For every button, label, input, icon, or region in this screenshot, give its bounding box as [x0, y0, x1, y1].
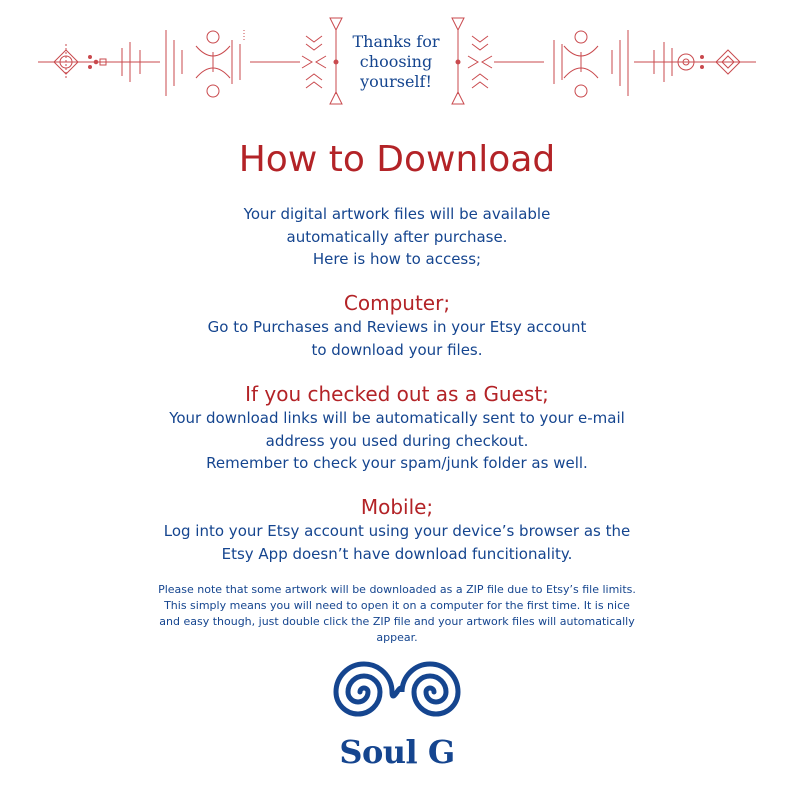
- section-heading: If you checked out as a Guest;: [245, 382, 549, 406]
- zip-file-note: [120, 582, 674, 646]
- section-mobile: [0, 494, 794, 565]
- decorative-header: [0, 0, 794, 120]
- note-line: Please note that some artwork will be downloaded as a ZIP file due to Etsy’s file limits.: [158, 583, 636, 596]
- intro-line: Your digital artwork files will be available: [243, 205, 551, 223]
- section-computer: [0, 290, 794, 361]
- thank-you-tagline: [338, 32, 454, 92]
- note-line: appear.: [376, 631, 418, 644]
- intro-text: [0, 203, 794, 271]
- page-title: How to Download: [238, 139, 556, 180]
- section-heading: Mobile;: [360, 495, 434, 519]
- section-heading: Computer;: [343, 291, 451, 315]
- note-line: This simply means you will need to open it on a computer for the first time. It is nice: [164, 599, 630, 612]
- brand-name: Soul G: [339, 733, 455, 771]
- section-line: to download your files.: [311, 340, 483, 359]
- section-line: Go to Purchases and Reviews in your Etsy account: [207, 318, 587, 336]
- tagline-line: choosing: [359, 52, 433, 71]
- intro-line: Here is how to access;: [312, 250, 482, 268]
- note-line: and easy though, just double click the ZIP file and your artwork files will automatically: [159, 615, 635, 628]
- intro-line: automatically after purchase.: [286, 227, 508, 246]
- tagline-line: Thanks for: [352, 32, 440, 51]
- section-guest: [0, 381, 794, 475]
- section-line: address you used during checkout.: [265, 431, 529, 450]
- tagline-line: yourself!: [360, 72, 432, 91]
- section-line: Log into your Etsy account using your device’s browser as the: [163, 522, 631, 540]
- section-line: Your download links will be automatically sent to your e-mail: [169, 409, 625, 427]
- section-line: Etsy App doesn’t have download funcitionality.: [221, 544, 573, 563]
- section-line: Remember to check your spam/junk folder as well.: [206, 454, 588, 472]
- double-spiral-logo-icon: [324, 652, 470, 732]
